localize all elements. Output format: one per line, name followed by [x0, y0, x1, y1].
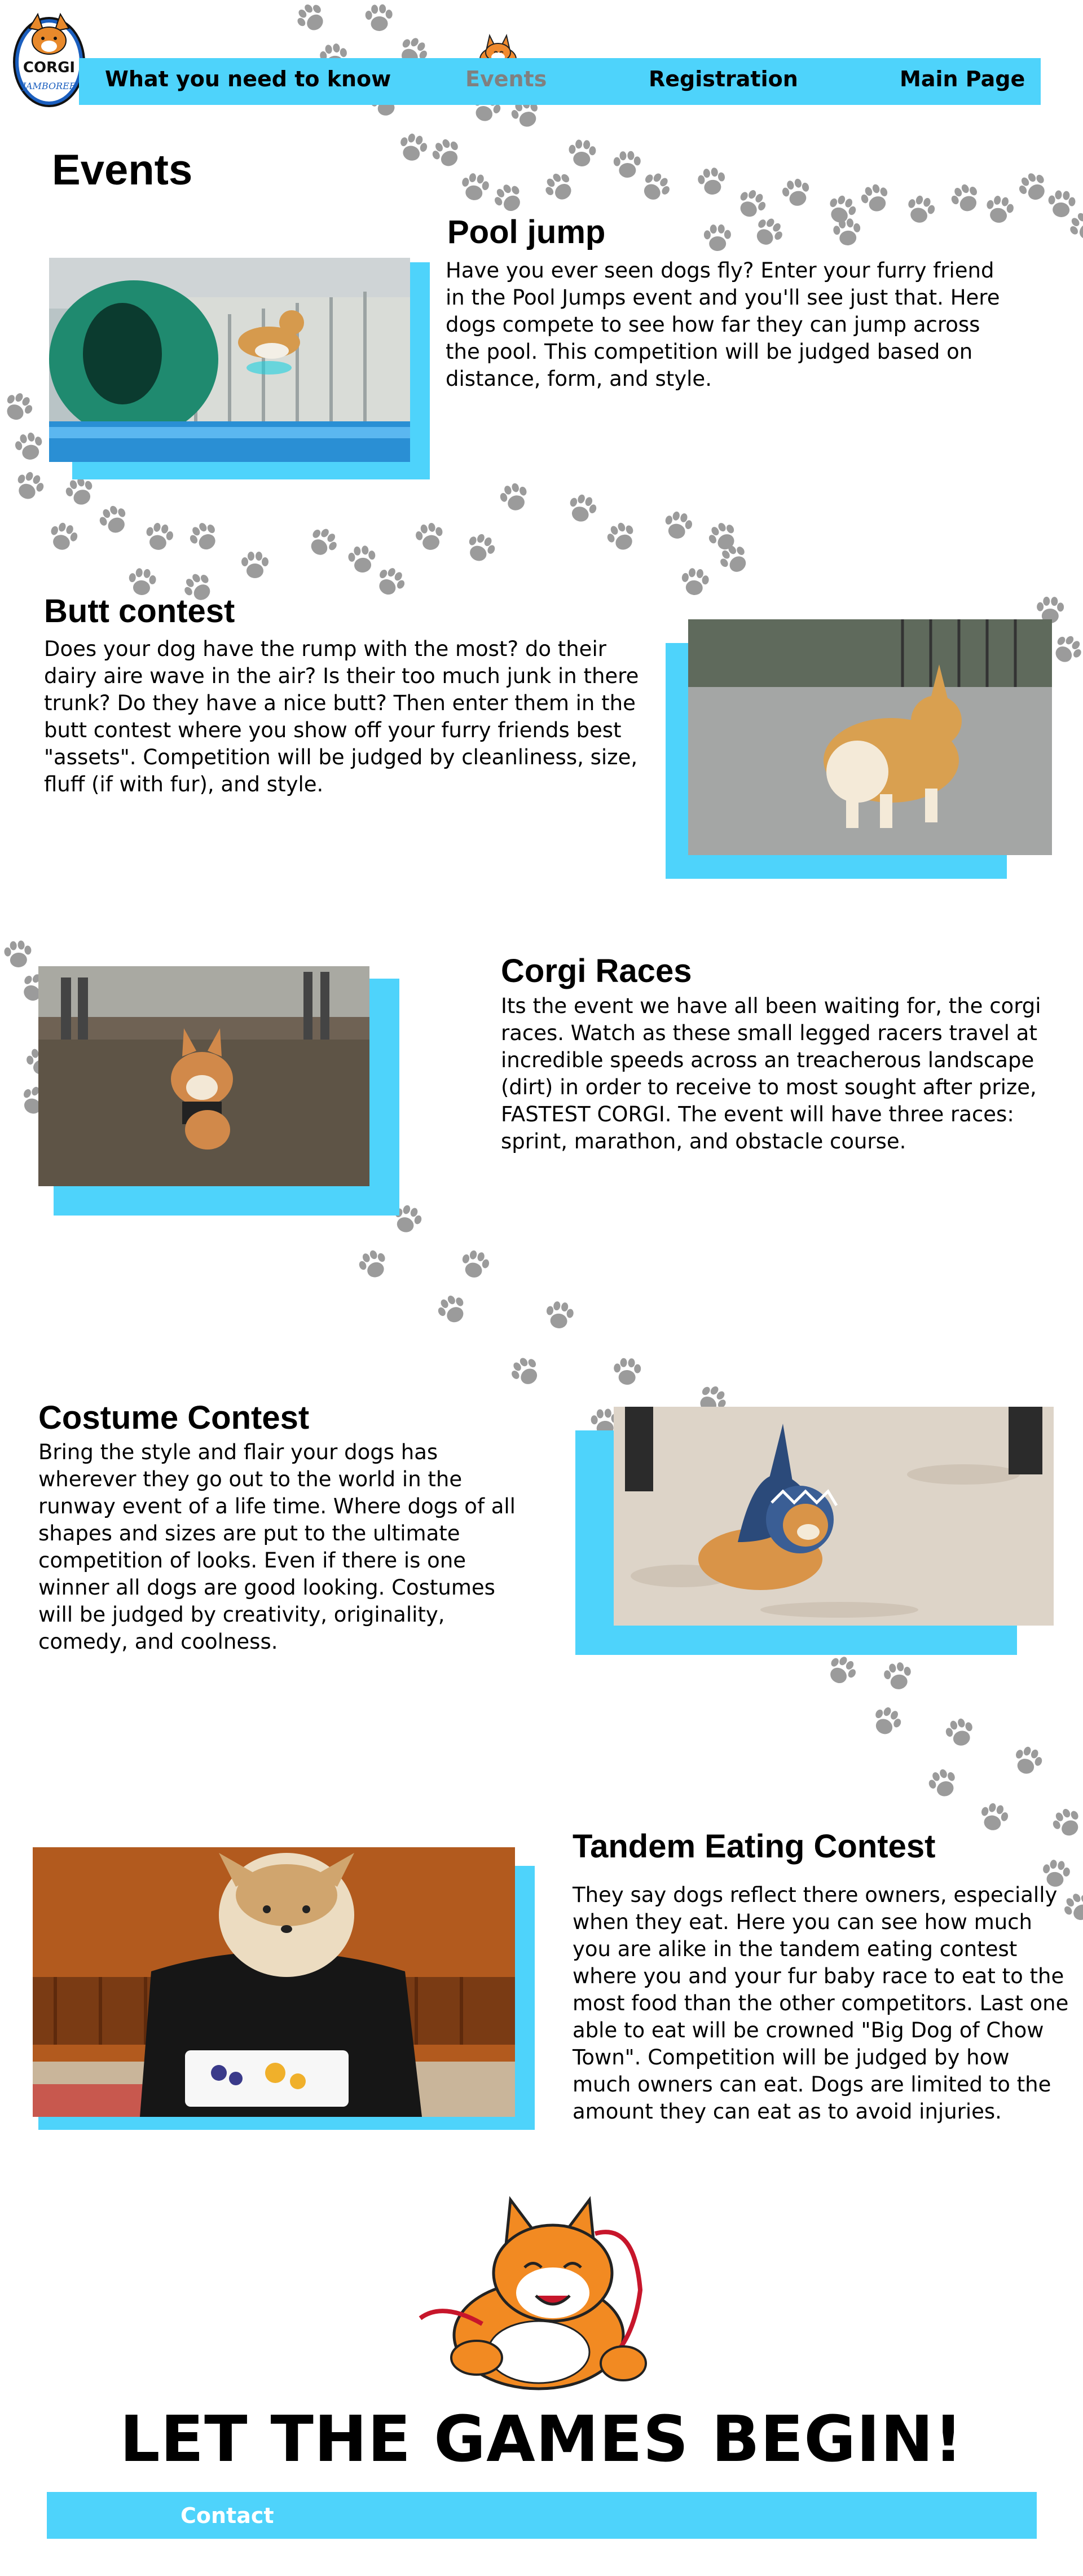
paw-print-icon [286, 0, 337, 43]
banner-headline: LET THE GAMES BEGIN! [120, 2403, 963, 2476]
paw-print-icon [0, 382, 43, 431]
footer-link-contact[interactable]: Contact [180, 2503, 274, 2528]
tandem-eating-photo [33, 1847, 515, 2117]
event-title-tandem-eating-contest: Tandem Eating Contest [573, 1828, 936, 1865]
paw-print-icon [657, 504, 700, 548]
corgi-races-photo [38, 966, 369, 1186]
paw-print-icon [237, 547, 273, 583]
svg-text:CORGI: CORGI [23, 59, 76, 76]
paw-print-icon [138, 516, 180, 558]
paw-print-icon [500, 1346, 551, 1397]
event-description-tandem-eating-contest: They say dogs reflect there owners, especially when they eat. Here you can see how much you are alike in the tandem eating contest where you and your fur baby race to eat to the most food than the other competitors. Last one able to eat will be crowned "Big Dog of Chow Town". Competition will be judged by how much owners can eat. Dogs are limited to the amount they can eat as to avoid injuries. [573, 1883, 1069, 2124]
paw-print-icon [179, 512, 229, 562]
corgi-mascot-icon [409, 2189, 668, 2414]
page-title: Events [52, 146, 193, 194]
paw-print-icon [827, 212, 867, 252]
svg-text:JAMBOREE: JAMBOREE [22, 81, 76, 91]
event-description-costume-contest: Bring the style and flair your dogs has wherever they go out to the world in the runway event of a life time. Where dogs of all shapes and sizes are put to the ultimate competition of looks. Even if there is one winner all dogs are good looking. Costumes will be judged by creativity, originality, comedy, and coolness. [38, 1440, 516, 1654]
nav-link-what-you-need-to-know[interactable]: What you need to know [105, 67, 391, 91]
paw-print-icon [563, 134, 601, 173]
paw-print-icon [598, 513, 645, 561]
event-description-pool-jump: Have you ever seen dogs fly? Enter your furry friend in the Pool Jumps event and you'll see just that. Here dogs compete to see how far they can jump across the pool. This competition will be judged based on distance, form, and style. [446, 258, 1000, 391]
paw-print-icon [428, 1285, 477, 1334]
paw-print-icon [1005, 1738, 1051, 1785]
pool-jump-photo [49, 258, 410, 462]
paw-print-icon [456, 524, 504, 572]
paw-print-icon [699, 219, 736, 256]
paw-print-icon [978, 188, 1020, 231]
event-description-butt-contest: Does your dog have the rump with the most? do their dairy aire wave in the air? Is their too much junk in there trunk? Do they have a nice butt? Then enter them in the butt contest where you show off your furry friends best "assets". Competition will be judged by cleanliness, size, fluff (if with fur), and style. [44, 637, 639, 796]
paw-print-icon [453, 1243, 497, 1287]
nav-link-events[interactable]: Events [465, 67, 547, 91]
butt-contest-photo [688, 619, 1052, 855]
paw-print-icon [539, 1295, 580, 1336]
paw-print-icon [609, 1353, 646, 1390]
paw-print-icon [1043, 1799, 1083, 1848]
paw-print-icon [692, 161, 732, 202]
paw-print-icon [972, 1795, 1016, 1839]
paw-print-icon [350, 1241, 397, 1288]
nav-link-main-page[interactable]: Main Page [900, 67, 1025, 91]
paw-print-icon [6, 463, 53, 510]
event-title-butt-contest: Butt contest [44, 593, 235, 629]
paw-print-icon [408, 516, 451, 558]
paw-print-icon [877, 1655, 919, 1697]
paw-print-icon [297, 517, 348, 568]
paw-print-icon [492, 475, 538, 521]
paw-print-icon [675, 562, 715, 602]
paw-print-icon [898, 187, 943, 232]
event-title-corgi-races: Corgi Races [501, 953, 692, 989]
paw-print-icon [919, 1760, 966, 1807]
paw-print-icon [774, 171, 818, 215]
paw-print-icon [862, 1697, 911, 1746]
nav-link-registration[interactable]: Registration [649, 67, 798, 91]
event-title-costume-contest: Costume Contest [38, 1399, 310, 1436]
paw-print-icon [360, 0, 398, 37]
paw-print-icon [559, 486, 605, 531]
event-description-corgi-races: Its the event we have all been waiting for, the corgi races. Watch as these small legged racers travel at incredible speeds across an treacherous landscape (dirt) in order to receive to most sought after prize, FASTEST CORGI. The event will have three races: sprint, marathon, and obstacle course. [501, 994, 1041, 1153]
paw-print-icon [937, 1710, 982, 1755]
event-title-pool-jump: Pool jump [447, 214, 606, 250]
costume-contest-photo [614, 1407, 1054, 1626]
paw-print-icon [41, 514, 86, 560]
paw-print-icon [8, 425, 51, 469]
